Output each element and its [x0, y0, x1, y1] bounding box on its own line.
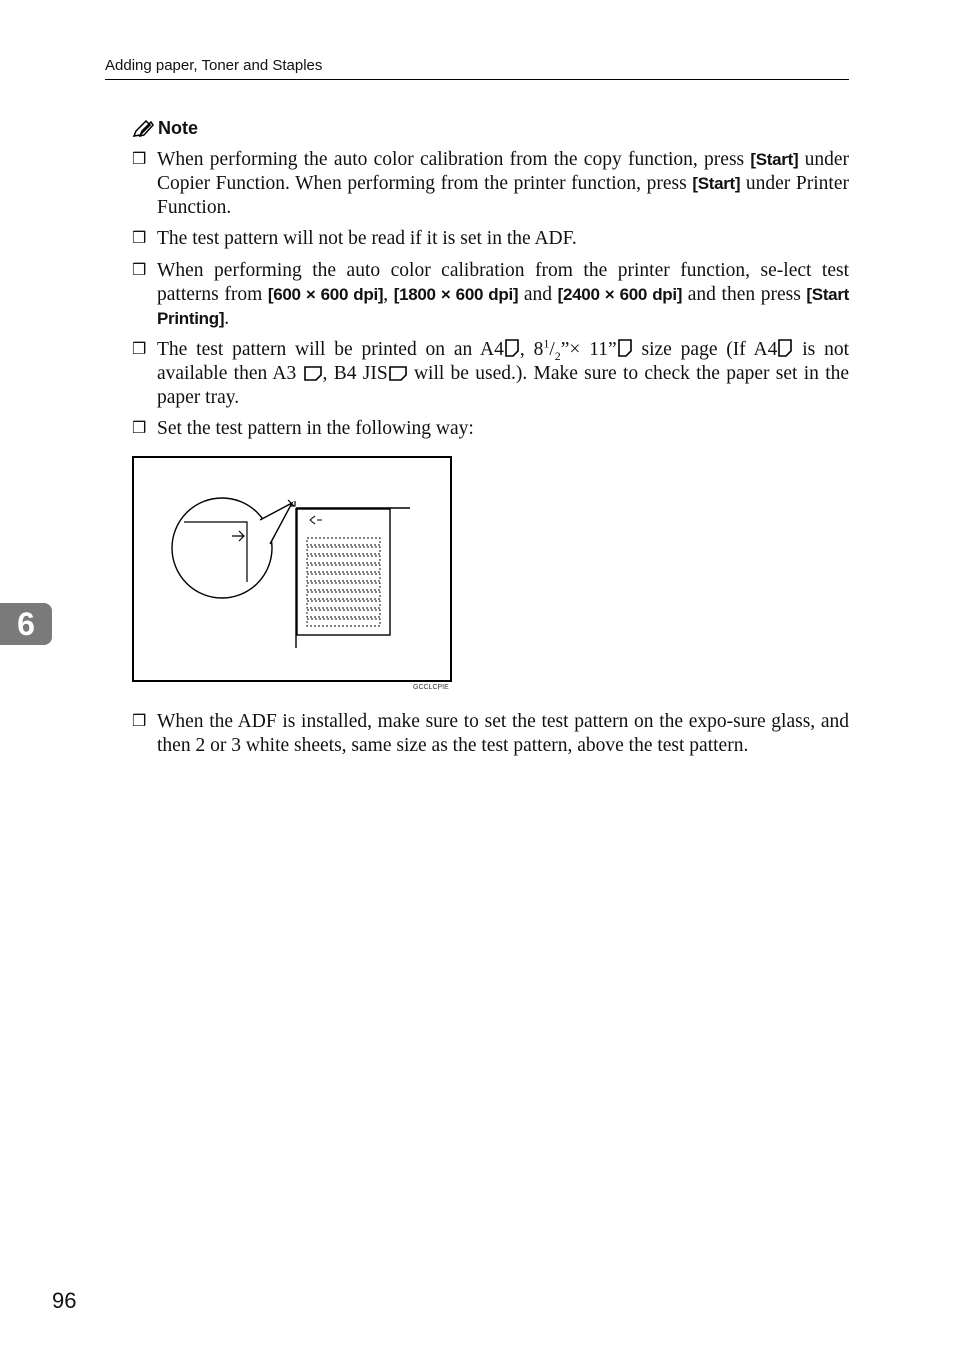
page-number: 96 [52, 1288, 77, 1313]
start-printing-key: [Start Printing] [157, 285, 850, 328]
bullet-icon: ❒ [132, 230, 147, 247]
test-pattern-figure [132, 456, 452, 682]
header-title: Adding paper, Toner and Staples [105, 57, 323, 74]
note-item-6: ❒ When the ADF is installed, make sure to set the test pattern on the expo-sure glass, and then 2 or 3 white sheets, same size as the test pattern, above the test pattern. [132, 711, 849, 756]
dpi-option: [1800 × 600 dpi] [393, 285, 519, 304]
pencil-icon [132, 120, 154, 138]
bullet-icon: ❒ [132, 151, 147, 168]
zoom-circle [172, 498, 272, 598]
dpi-option: [600 × 600 dpi] [267, 285, 384, 304]
paper-portrait-icon [778, 339, 792, 357]
note-item-2: ❒ The test pattern will not be read if it is set in the ADF. [132, 228, 577, 249]
note-label: Note [158, 118, 198, 138]
note-heading [132, 118, 198, 139]
bullet-icon: ❒ [132, 341, 147, 358]
chapter-tab: 6 [0, 603, 52, 645]
figure-code: GCCLCPIE [413, 684, 449, 691]
bullet-icon: ❒ [132, 420, 147, 437]
paper-landscape-icon [389, 366, 407, 381]
bullet-icon: ❒ [132, 713, 147, 730]
dpi-option: [2400 × 600 dpi] [557, 285, 683, 304]
note-item-5: ❒ Set the test pattern in the following way: [132, 418, 474, 439]
note-item-3: ❒ When performing the auto color calibration from the printer function, se-lect test patterns from [600 × 600 dpi], [1800 × 600 dpi] and [2400 × 600 dpi] and then press [Start Printing]. [132, 260, 850, 329]
test-pattern-illustration [134, 458, 450, 680]
paper-landscape-icon [304, 366, 322, 381]
note-item-1: ❒ When performing the auto color calibration from the copy function, press [Start] under Copier Function. When performing from the printer function, press [Start] under Printer Function. [132, 149, 849, 218]
paper-portrait-icon [505, 339, 519, 357]
start-key: [Start] [692, 174, 741, 193]
paper-portrait-icon [618, 339, 632, 357]
bullet-icon: ❒ [132, 262, 147, 279]
page-header [105, 57, 849, 80]
start-key: [Start] [750, 150, 799, 169]
note-item-4: ❒ The test pattern will be printed on an A4 , $8^1/_2”\times 11$” size page (If A4 is not available then A3 , B4 JIS will be used.). Make sure to check the paper set in the paper tray. [132, 336, 850, 408]
